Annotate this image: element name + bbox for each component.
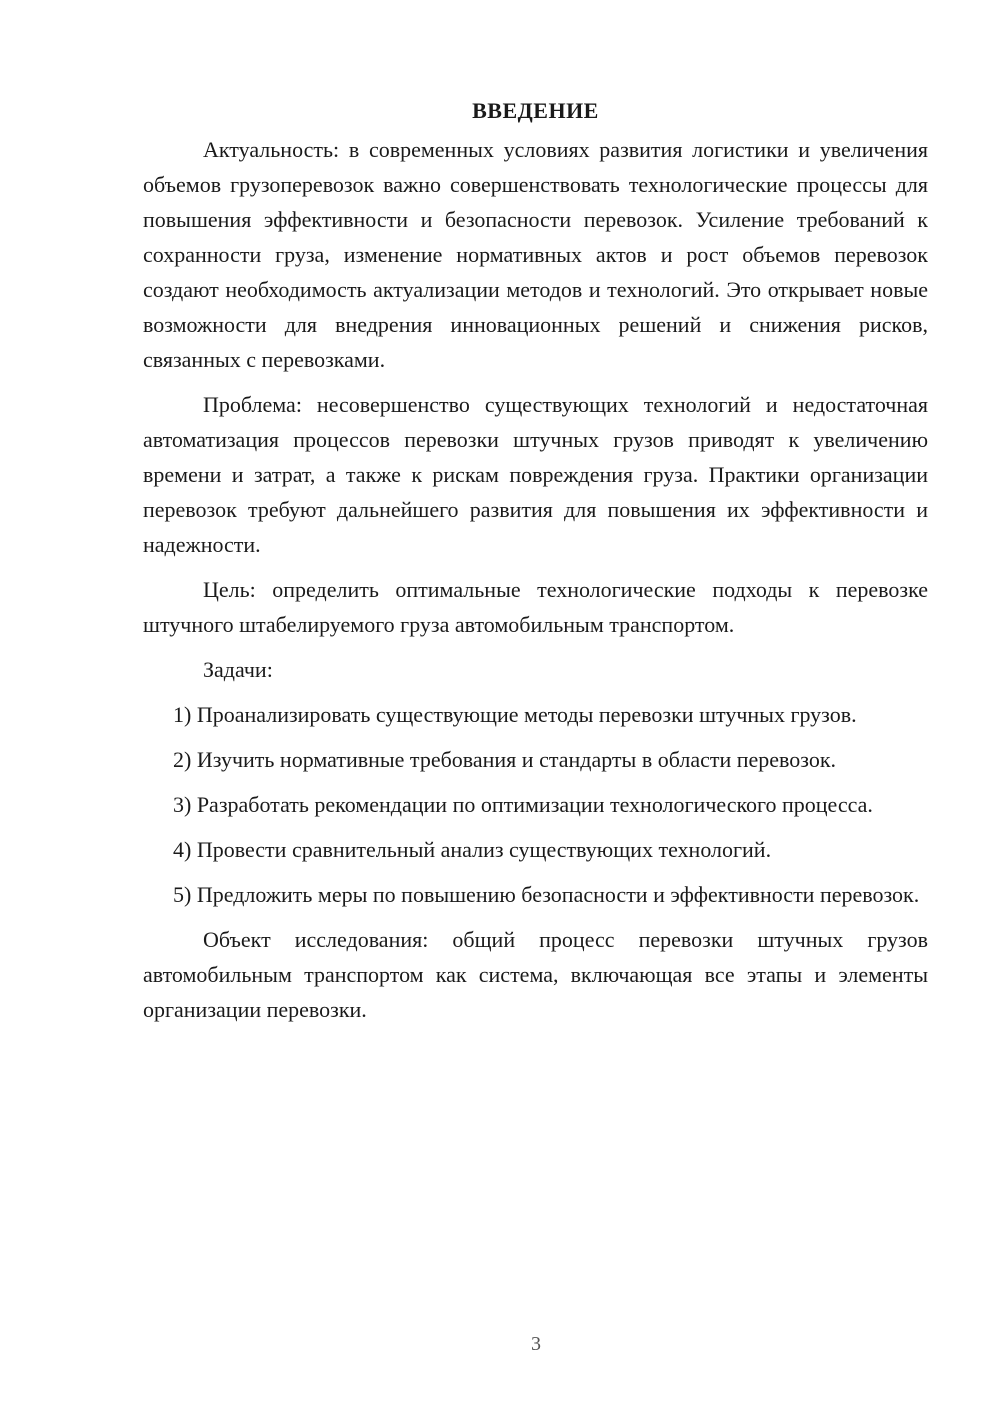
paragraph-relevance: Актуальность: в современных условиях развития логистики и увеличения объемов грузоперевозок важно совершенствовать технологические процессы для повышения эффективности и безопасности перевозок. Усиление требований к сохранности груза, изменение нормативных актов и рост объемов перевозок создают необходимость актуализации методов и технологий. Это открывает новые возможности для внедрения инновационных решений и снижения рисков, связанных с перевозками. bbox=[143, 137, 928, 372]
page-number: 3 bbox=[531, 1333, 541, 1355]
task-item-3: 3) Разработать рекомендации по оптимизации технологического процесса. bbox=[173, 792, 873, 817]
task-item-5: 5) Предложить меры по повышению безопасности и эффективности перевозок. bbox=[173, 882, 920, 907]
paragraph-goal: Цель: определить оптимальные технологические подходы к перевозке штучного штабелируемого груза автомобильным транспортом. bbox=[143, 577, 928, 637]
paragraph-tasks-heading: Задачи: bbox=[203, 657, 273, 682]
section-title: ВВЕДЕНИЕ bbox=[472, 98, 599, 123]
task-item-4: 4) Провести сравнительный анализ существующих технологий. bbox=[173, 837, 772, 862]
task-item-2: 2) Изучить нормативные требования и стандарты в области перевозок. bbox=[173, 747, 837, 772]
paragraph-problem: Проблема: несовершенство существующих технологий и недостаточная автоматизация процессов перевозки штучных грузов приводят к увеличению времени и затрат, а также к рискам повреждения груза. Практики организации перевозок требуют дальнейшего развития для повышения их эффективности и надежности. bbox=[143, 392, 928, 557]
task-item-1: 1) Проанализировать существующие методы перевозки штучных грузов. bbox=[173, 702, 857, 727]
document-page bbox=[143, 96, 928, 1037]
paragraph-research-object: Объект исследования: общий процесс перевозки штучных грузов автомобильным транспортом как система, включающая все этапы и элементы организации перевозки. bbox=[143, 927, 928, 1022]
